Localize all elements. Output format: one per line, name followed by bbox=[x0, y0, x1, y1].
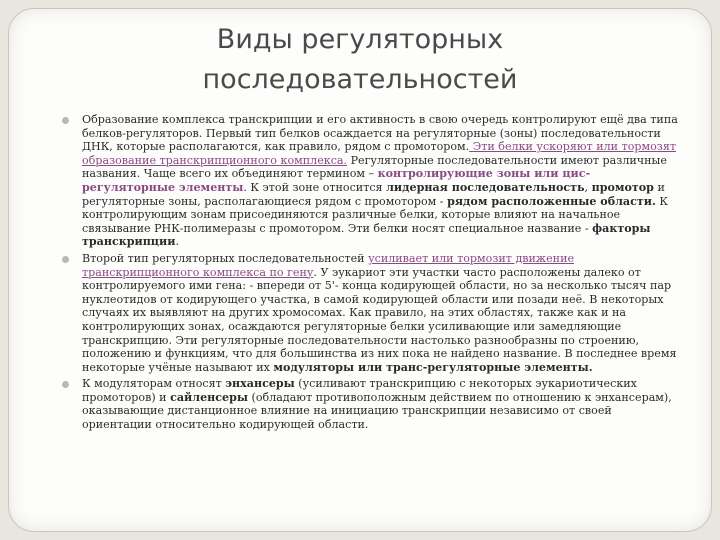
text-run: . У эукариот эти участки часто расположены далеко от контролируемого ими гена: - впереди от 5'- конца кодирующей области, но за несколько тысяч пар нуклеотидов от кодирующего участка, в самой кодирующей области или позади неё. В некоторых случаях их выявляют на других хромосомах. Как правило, на этих областях, также как и на контролирующих зонах, осаждаются регуляторные белки усиливающие или замедляющие транскрипцию. Эти регуляторные последовательности настолько разнообразны по строению, положению и функциям, что для большинства из них пока не найдено название. В последнее время некоторые учёные называют их bbox=[82, 265, 677, 374]
text-run: и регуляторные зоны, располагающиеся рядом с промотором - bbox=[82, 180, 665, 208]
bullet-marker-icon bbox=[62, 256, 69, 263]
highlight-link[interactable]: Эти белки ускоряют или тормозят образование транскрипционного комплекса. bbox=[82, 140, 676, 167]
bold-term: лидерная последовательность bbox=[386, 180, 585, 194]
bold-term: промотор bbox=[591, 180, 654, 194]
bold-term: модуляторы или транс-регуляторные элементы. bbox=[273, 360, 593, 374]
title-line-2: последовательностей bbox=[202, 64, 518, 95]
text-run: (обладают противоположным действием по отношению к энхансерам), оказывающие дистанционное влияние на инициацию транскрипции независимо от своей ориентации относительно кодирующей области. bbox=[82, 390, 672, 432]
text-run: Образование комплекса транскрипции и его активность в свою очередь контролируют ещё два типа белков-регуляторов. Первый тип белков осаждается на регуляторные (зоны) последовательности ДНК, которые располагаются, как правило, рядом с промотором. bbox=[82, 113, 678, 154]
bullet-item-3 bbox=[82, 377, 682, 431]
slide-title bbox=[0, 20, 720, 100]
bullet-item-2 bbox=[82, 252, 682, 374]
text-run: К контролирующим зонам присоединяются различные белки, которые влияют на начальное связывание РНК-полимеразы с промотором. Эти белки носят специальное название - bbox=[82, 194, 668, 235]
bold-term: энхансеры bbox=[225, 377, 295, 391]
text-run: (усиливают транскрипцию с некоторых эукариотических промоторов) и bbox=[82, 377, 637, 404]
highlight-term: контролирующие зоны или цис-регуляторные элементы bbox=[82, 167, 591, 194]
highlight-link[interactable]: усиливает или тормозит движение транскрипционного комплекса по гену bbox=[82, 251, 575, 279]
text-run: К модуляторам относят bbox=[82, 377, 226, 391]
text-run: , bbox=[584, 180, 592, 194]
text-run: . bbox=[175, 235, 179, 249]
bold-term: факторы транскрипции bbox=[82, 221, 651, 249]
bullet-list bbox=[82, 113, 682, 435]
text-run: Второй тип регуляторных последовательностей bbox=[82, 251, 369, 265]
text-run: . К этой зоне относится bbox=[243, 180, 387, 194]
bullet-item-1 bbox=[82, 113, 682, 249]
bullet-marker-icon bbox=[62, 117, 69, 124]
title-line-1: Виды регуляторных bbox=[216, 24, 504, 55]
bold-term: сайленсеры bbox=[170, 390, 248, 404]
bold-term: рядом расположенные области. bbox=[447, 194, 656, 208]
text-run: Регуляторные последовательности имеют различные названия. Чаще всего их объединяют термином – bbox=[82, 153, 667, 181]
